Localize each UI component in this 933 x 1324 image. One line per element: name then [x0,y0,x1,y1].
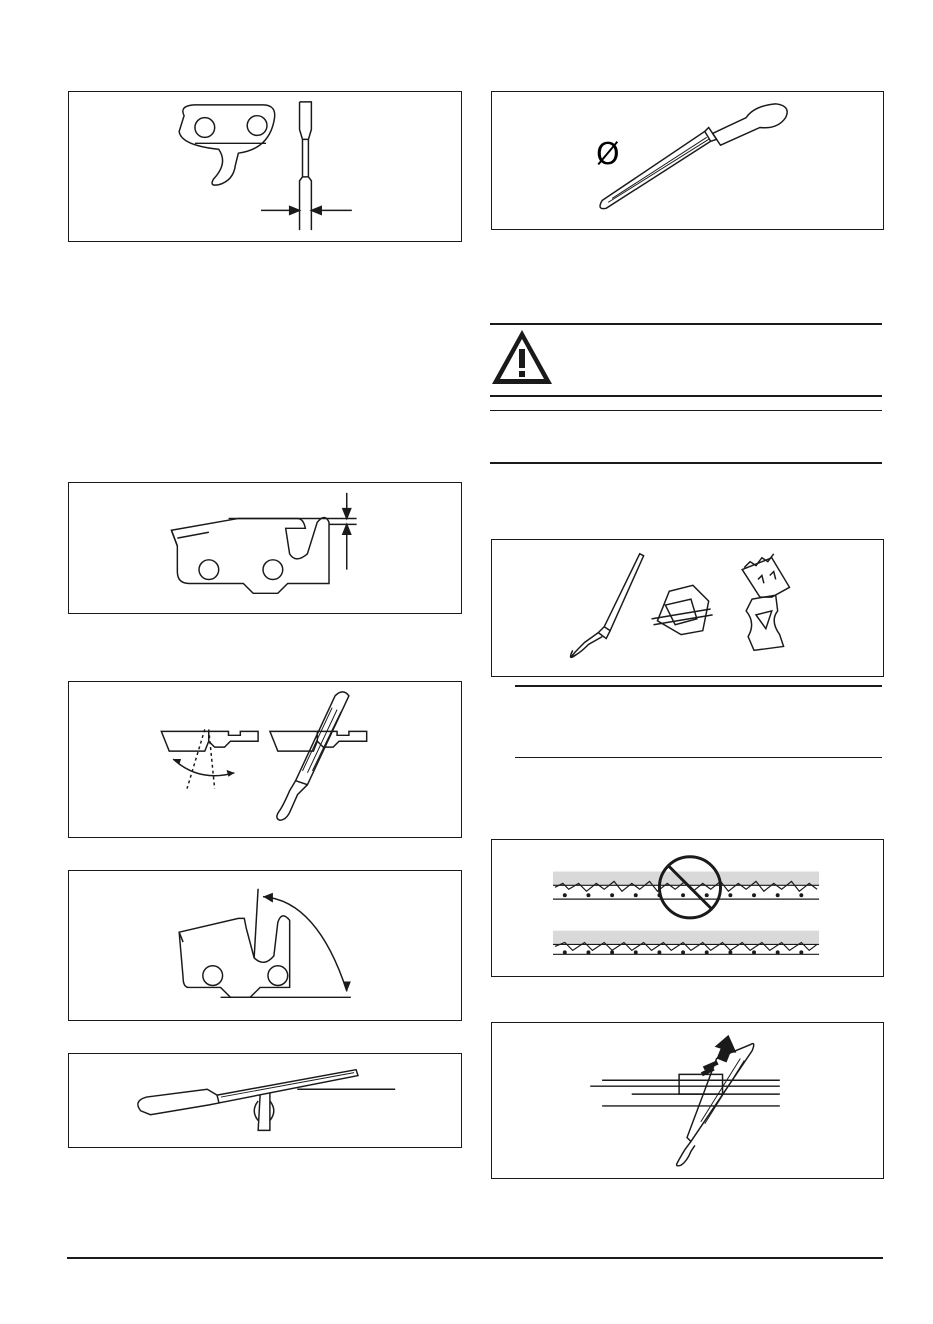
warning-triangle-icon [489,327,555,387]
sharpening-direction-figure [491,1022,884,1179]
cutter-depth-figure [68,482,462,614]
sharpening-tools-figure [491,539,884,677]
top-plate-angle-figure [68,870,462,1021]
diameter-symbol: Ø [596,137,620,172]
top-plate-angle-illustration [69,871,461,1020]
warning-top-rule [490,323,882,325]
warning-mid-rule-2 [490,410,882,411]
file-holder-figure [68,1053,462,1148]
cutter-depth-illustration [69,483,461,613]
file-holder-icon [652,585,713,634]
round-file-figure [491,91,884,230]
round-file-illustration [492,92,883,229]
sharpening-tools-illustration [492,540,883,676]
warning-mid-rule [490,395,882,397]
note-top-rule [515,685,882,687]
file-angle-illustration [69,682,461,837]
note-bottom-rule [515,757,882,758]
round-file-icon [570,554,643,658]
direction-arrow-icon [701,1035,737,1076]
warning-bottom-rule [490,462,882,464]
drive-link-illustration [69,92,461,241]
chain-comparison-figure [491,839,884,977]
sharpening-direction-illustration [492,1023,883,1178]
depth-gauge-link-figure [68,91,462,242]
prohibited-icon [659,857,720,918]
file-holder-illustration [69,1054,461,1147]
footer-rule [67,1257,883,1259]
chain-comparison-illustration [492,840,883,976]
depth-gauge-tool-icon [742,554,789,651]
file-angle-figure [68,681,462,838]
